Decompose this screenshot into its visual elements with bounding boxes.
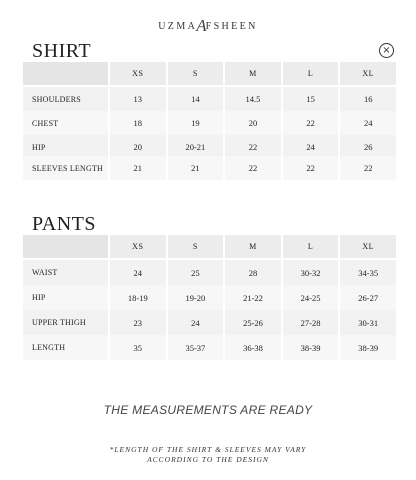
measurement-value: 20 (225, 111, 281, 135)
measurement-value: 26 (340, 135, 396, 159)
measurements-ready-text: THE MEASUREMENTS ARE READY (103, 403, 313, 417)
measurement-value: 19-20 (168, 285, 224, 310)
size-column-header: XL (340, 62, 396, 85)
size-column-header: M (225, 62, 281, 85)
brand-name-left: UZMA (158, 21, 198, 32)
shirt-section-title: SHIRT (32, 40, 92, 62)
size-column-header: XS (110, 62, 166, 85)
size-column-header: S (168, 62, 224, 85)
size-column-header: M (225, 235, 281, 258)
measurement-value: 21-22 (225, 285, 281, 310)
measurement-value: 22 (225, 135, 281, 159)
measurement-value: 21 (110, 156, 166, 180)
measurement-value: 19 (168, 111, 224, 135)
measurement-value: 30-31 (340, 310, 396, 335)
measurement-value: 15 (283, 87, 339, 111)
measurement-value: 18-19 (110, 285, 166, 310)
brand-monogram: A (196, 16, 207, 35)
measurement-value: 38-39 (340, 335, 396, 360)
measurement-value: 18 (110, 111, 166, 135)
measurement-value: 25 (168, 260, 224, 285)
size-column-header: S (168, 235, 224, 258)
measurement-value: 13 (110, 87, 166, 111)
measurement-value: 20 (110, 135, 166, 159)
measurement-label: SLEEVES LENGTH (23, 156, 108, 180)
note-line-2: ACCORDING TO THE DESIGN (147, 455, 269, 464)
measurement-label: UPPER THIGH (23, 310, 108, 335)
table-corner (23, 62, 108, 85)
size-column-header: L (283, 235, 339, 258)
size-column-header: L (283, 62, 339, 85)
measurement-label: HIP (23, 285, 108, 310)
measurement-label: WAIST (23, 260, 108, 285)
measurement-label: HIP (23, 135, 108, 159)
measurement-value: 34-35 (340, 260, 396, 285)
measurement-value: 24 (283, 135, 339, 159)
measurement-value: 24 (340, 111, 396, 135)
design-variation-note (0, 445, 416, 465)
measurement-value: 24 (168, 310, 224, 335)
size-column-header: XS (110, 235, 166, 258)
measurement-value: 30-32 (283, 260, 339, 285)
measurement-value: 28 (225, 260, 281, 285)
measurement-value: 26-27 (340, 285, 396, 310)
close-icon: × (382, 44, 391, 56)
measurement-value: 14.5 (225, 87, 281, 111)
measurement-value: 24 (110, 260, 166, 285)
pants-section-title: PANTS (32, 213, 97, 235)
close-button[interactable] (379, 43, 394, 58)
measurement-value: 21 (168, 156, 224, 180)
measurement-value: 27-28 (283, 310, 339, 335)
measurement-value: 22 (340, 156, 396, 180)
measurement-value: 23 (110, 310, 166, 335)
measurement-value: 22 (283, 156, 339, 180)
measurement-value: 25-26 (225, 310, 281, 335)
measurement-label: LENGTH (23, 335, 108, 360)
measurement-value: 24-25 (283, 285, 339, 310)
measurement-label: SHOULDERS (23, 87, 108, 111)
brand-logo (0, 14, 416, 34)
measurement-value: 22 (225, 156, 281, 180)
measurement-value: 38-39 (283, 335, 339, 360)
note-line-1: *LENGTH OF THE SHIRT & SLEEVES MAY VARY (109, 445, 307, 454)
measurement-value: 35-37 (168, 335, 224, 360)
measurement-value: 14 (168, 87, 224, 111)
size-column-header: XL (340, 235, 396, 258)
measurement-value: 22 (283, 111, 339, 135)
measurement-value: 16 (340, 87, 396, 111)
measurement-value: 36-38 (225, 335, 281, 360)
table-corner (23, 235, 108, 258)
measurement-label: CHEST (23, 111, 108, 135)
measurement-value: 20-21 (168, 135, 224, 159)
brand-name-right: FSHEEN (205, 21, 258, 32)
measurement-value: 35 (110, 335, 166, 360)
